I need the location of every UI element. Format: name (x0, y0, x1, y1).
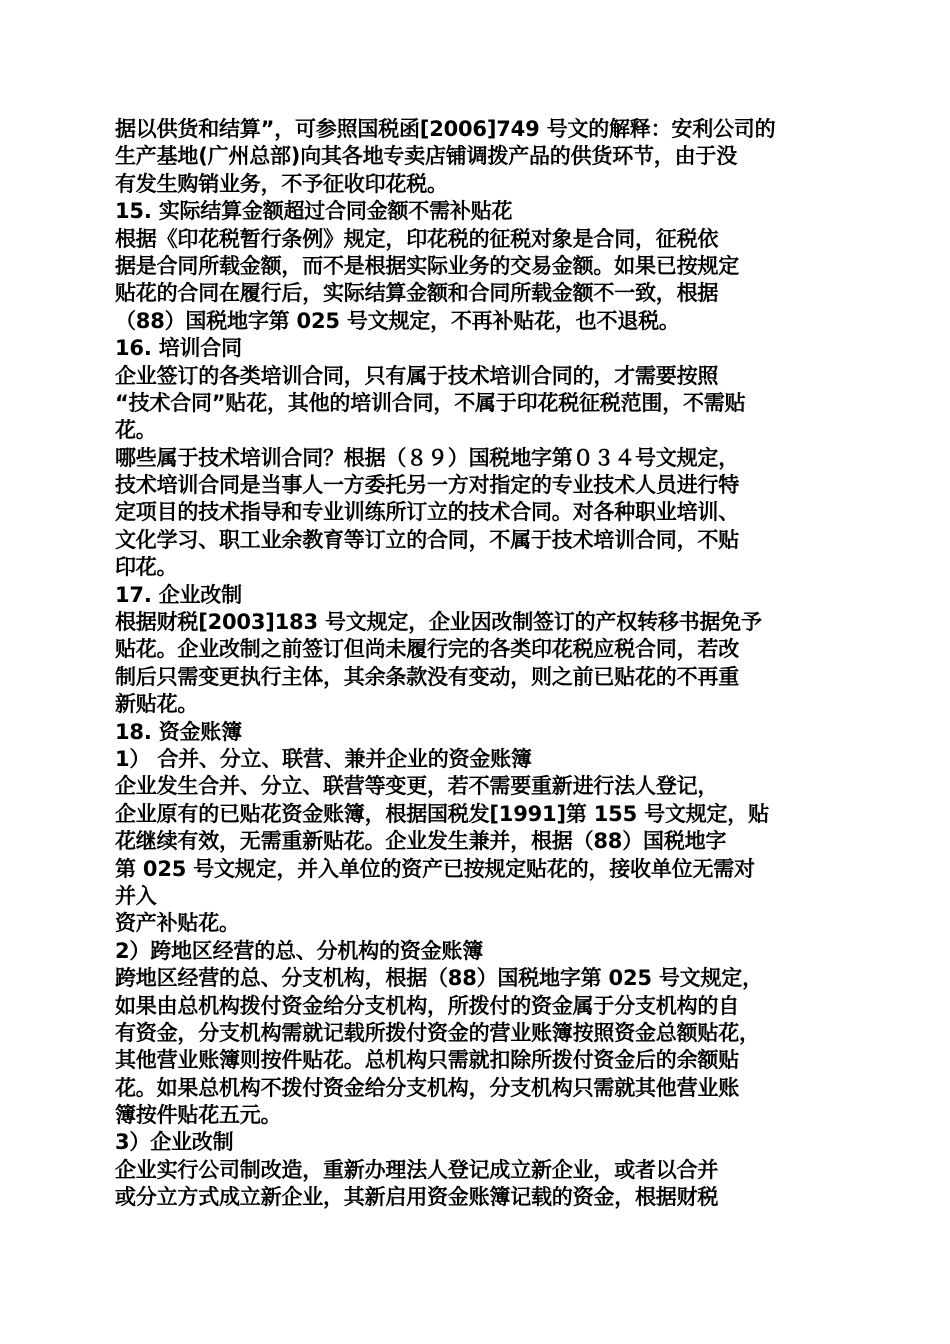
text-line: 有资金，分支机构需就记载所拨付资金的营业账簿按照资金总额贴花， (115, 1020, 760, 1045)
text-line: 印花。 (115, 555, 178, 580)
text-line: 簿按件贴花五元。 (115, 1103, 282, 1128)
text-line: 企业发生合并、分立、联营等变更，若不需要重新进行法人登记， (115, 774, 719, 799)
text-line: 花。如果总机构不拨付资金给分支机构，分支机构只需就其他营业账 (115, 1075, 739, 1100)
text-line: “技术合同”贴花，其他的培训合同，不属于印花税征税范围，不需贴 (115, 390, 746, 415)
text-line: 跨地区经营的总、分支机构，根据（88）国税地字第 025 号文规定， (115, 966, 763, 991)
text-line: 文化学习、职工业余教育等订立的合同，不属于技术培训合同，不贴 (115, 527, 739, 552)
text-line: 第 025 号文规定，并入单位的资产已按规定贴花的，接收单位无需对 (115, 856, 755, 881)
text-line: 花。 (115, 418, 157, 443)
text-line: 据是合同所载金额，而不是根据实际业务的交易金额。如果已按规定 (115, 253, 739, 278)
text-line: 哪些属于技术培训合同？根据（８９）国税地字第０３４号文规定， (115, 445, 739, 470)
text-line: 新贴花。 (115, 692, 199, 717)
section-heading: 16. 培训合同 (115, 336, 242, 361)
text-line: 技术培训合同是当事人一方委托另一方对指定的专业技术人员进行特 (115, 473, 739, 498)
section-heading: 15. 实际结算金额超过合同金额不需补贴花 (115, 199, 513, 224)
text-line: 根据财税[2003]183 号文规定，企业因改制签订的产权转移书据免予 (115, 610, 762, 635)
subsection-heading: 3）企业改制 (115, 1130, 234, 1155)
text-line: 贴花的合同在履行后，实际结算金额和合同所载金额不一致，根据 (115, 281, 719, 306)
section-heading: 17. 企业改制 (115, 582, 242, 607)
text-line: 根据《印花税暂行条例》规定，印花税的征税对象是合同，征税依 (115, 226, 719, 251)
text-line: 花继续有效，无需重新贴花。企业发生兼并，根据（88）国税地字 (115, 829, 727, 854)
text-line: 有发生购销业务，不予征收印花税。 (115, 171, 448, 196)
text-line: 企业实行公司制改造，重新办理法人登记成立新企业，或者以合并 (115, 1157, 719, 1182)
text-line: 制后只需变更执行主体，其余条款没有变动，则之前已贴花的不再重 (115, 664, 739, 689)
text-line: 或分立方式成立新企业，其新启用资金账簿记载的资金，根据财税 (115, 1185, 719, 1210)
section-heading: 18. 资金账簿 (115, 719, 242, 744)
subsection-heading: 1） 合并、分立、联营、兼并企业的资金账簿 (115, 746, 532, 771)
text-line: 如果由总机构拨付资金给分支机构，所拨付的资金属于分支机构的自 (115, 993, 739, 1018)
text-line: 企业签订的各类培训合同，只有属于技术培训合同的，才需要按照 (115, 363, 719, 388)
text-line: 贴花。企业改制之前签订但尚未履行完的各类印花税应税合同，若改 (115, 637, 739, 662)
document-body (115, 116, 840, 1212)
text-line: 资产补贴花。 (115, 911, 240, 936)
text-line: 企业原有的已贴花资金账簿，根据国税发[1991]第 155 号文规定，贴 (115, 801, 769, 826)
text-line: （88）国税地字第 025 号文规定，不再补贴花，也不退税。 (115, 308, 680, 333)
text-line: 生产基地(广州总部)向其各地专卖店铺调拨产品的供货环节，由于没 (115, 144, 737, 169)
text-line: 其他营业账簿则按件贴花。总机构只需就扣除所拨付资金后的余额贴 (115, 1048, 739, 1073)
text-line: 并入 (115, 883, 157, 908)
text-line: 定项目的技术指导和专业训练所订立的技术合同。对各种职业培训、 (115, 500, 739, 525)
text-line: 据以供货和结算”，可参照国税函[2006]749 号文的解释：安利公司的 (115, 117, 776, 141)
subsection-heading: 2）跨地区经营的总、分机构的资金账簿 (115, 938, 484, 963)
